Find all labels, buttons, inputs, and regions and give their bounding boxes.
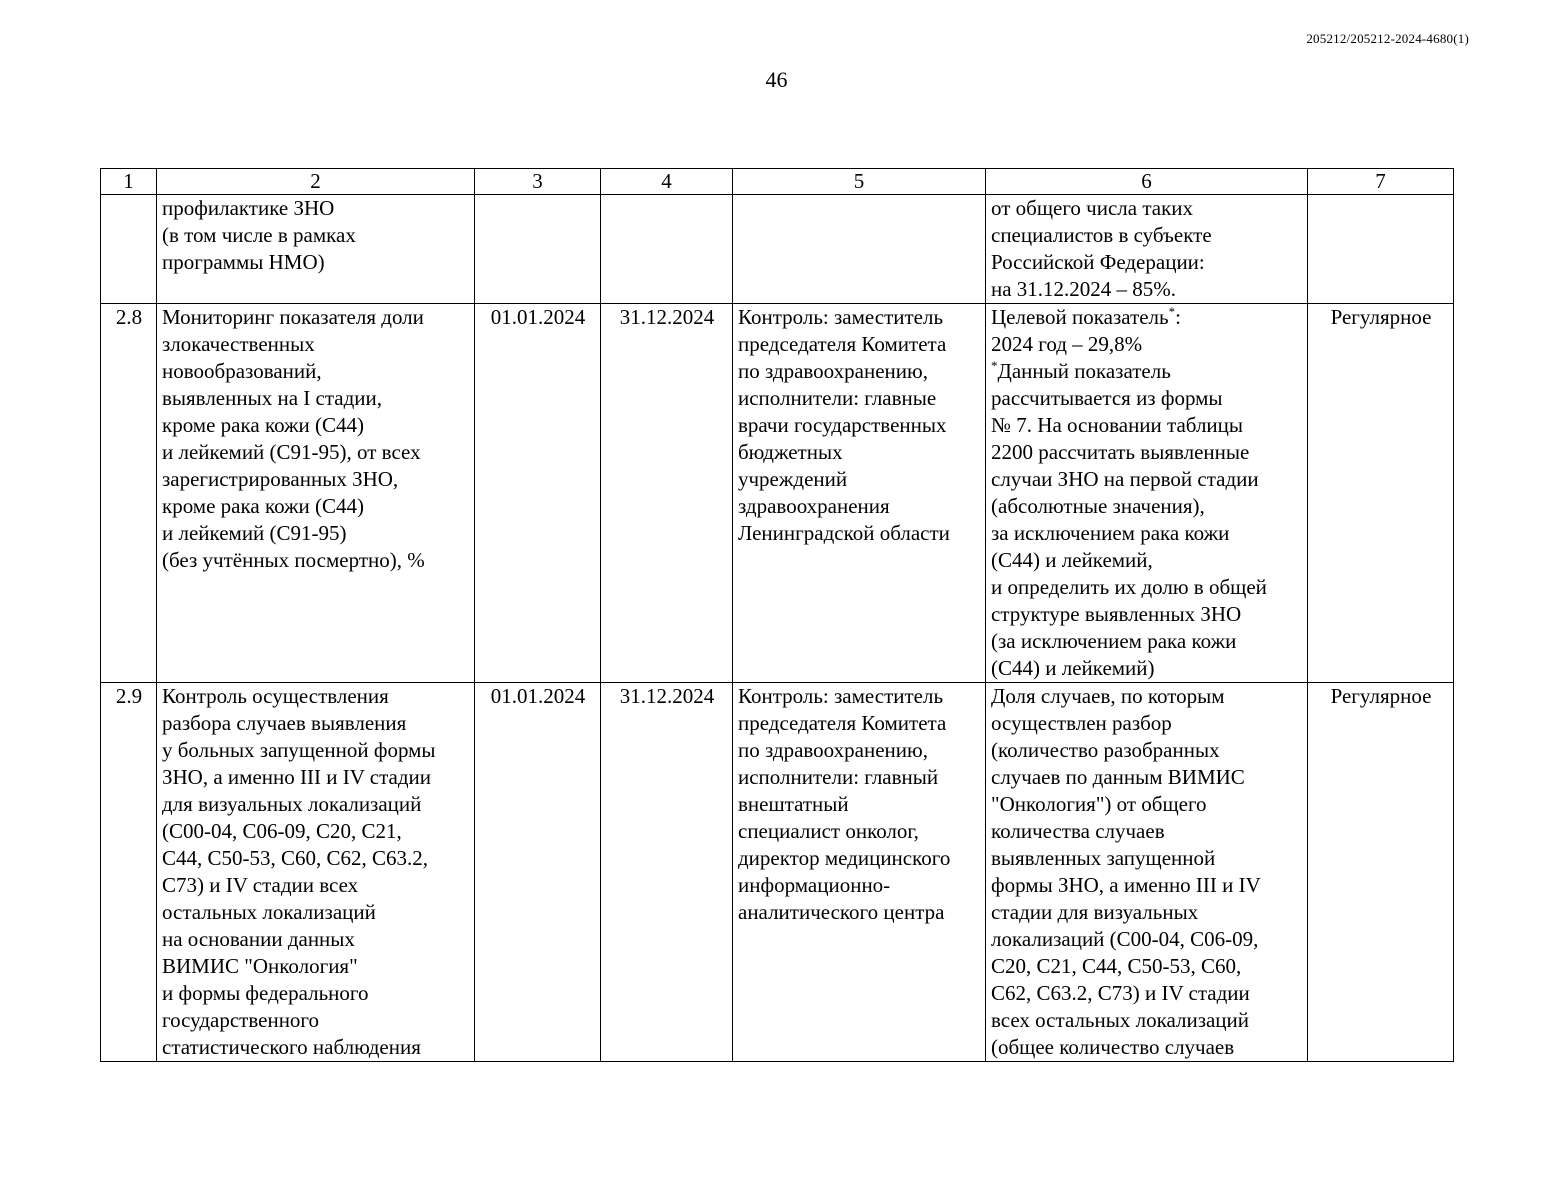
start-date: 01.01.2024 [475,304,601,683]
measure-name: Контроль осуществления разбора случаев выявления у больных запущенной формы ЗНО, а именно III и IV стадии для визуальных локализаций (С00-04, С06-09, С20, С21, С44, С50-53, С60, С62, С63.2, С73) и IV стадии всех остальных локализаций на основании данных ВИМИС "Онкология" и формы федерального государственного статистического наблюдения [157,683,475,1062]
start-date [475,195,601,304]
document-id: 205212/205212-2024-4680(1) [1306,31,1469,46]
measure-type: Регулярное [1308,683,1454,1062]
table-row [101,683,1454,1062]
column-number-row [101,169,1454,195]
indicator-title: Целевой показатель [991,305,1169,329]
measures-table [100,168,1454,1062]
page-number: 46 [765,67,788,92]
column-header: 3 [475,169,601,195]
table-row [101,304,1454,683]
column-header: 7 [1308,169,1454,195]
measure-type: Регулярное [1308,304,1454,683]
row-number: 2.8 [101,304,157,683]
column-header: 5 [733,169,986,195]
indicator-colon: : [1175,305,1181,329]
indicator: от общего числа таких специалистов в субъекте Российской Федерации: на 31.12.2024 – 85%. [986,195,1308,304]
indicator-target: 2024 год – 29,8% [991,332,1143,356]
measure-name: профилактике ЗНО (в том числе в рамках программы НМО) [157,195,475,304]
footnote-mark: * [991,358,998,373]
end-date [601,195,733,304]
responsible: Контроль: заместитель председателя Комитета по здравоохранению, исполнители: главные врачи государственных бюджетных учреждений здравоохранения Ленинградской области [733,304,986,683]
responsible: Контроль: заместитель председателя Комитета по здравоохранению, исполнители: главный внештатный специалист онколог, директор медицинского информационно- аналитического центра [733,683,986,1062]
table-row [101,195,1454,304]
responsible [733,195,986,304]
indicator [986,304,1308,683]
column-header: 1 [101,169,157,195]
footnote-mark: * [1168,304,1176,319]
start-date: 01.01.2024 [475,683,601,1062]
indicator: Доля случаев, по которым осуществлен разбор (количество разобранных случаев по данным ВИМИС "Онкология") от общего количества случаев выявленных запущенной формы ЗНО, а именно III и IV стадии для визуальных локализаций (С00-04, С06-09, С20, С21, С44, С50-53, С60, С62, С63.2, С73) и IV стадии всех остальных локализаций (общее количество случаев [986,683,1308,1062]
column-header: 6 [986,169,1308,195]
end-date: 31.12.2024 [601,304,733,683]
column-header: 2 [157,169,475,195]
indicator-note: Данный показатель рассчитывается из формы № 7. На основании таблицы 2200 рассчитать выявленные случаи ЗНО на первой стадии (абсолютные значения), за исключением рака кожи (С44) и лейкемий, и определить их долю в общей структуре выявленных ЗНО (за исключением рака кожи (С44) и лейкемий) [991,359,1267,680]
row-number [101,195,157,304]
measure-name: Мониторинг показателя доли злокачественных новообразований, выявленных на I стадии, кроме рака кожи (С44) и лейкемий (С91-95), от всех зарегистрированных ЗНО, кроме рака кожи (С44) и лейкемий (С91-95) (без учтённых посмертно), % [157,304,475,683]
measure-type [1308,195,1454,304]
end-date: 31.12.2024 [601,683,733,1062]
column-header: 4 [601,169,733,195]
row-number: 2.9 [101,683,157,1062]
